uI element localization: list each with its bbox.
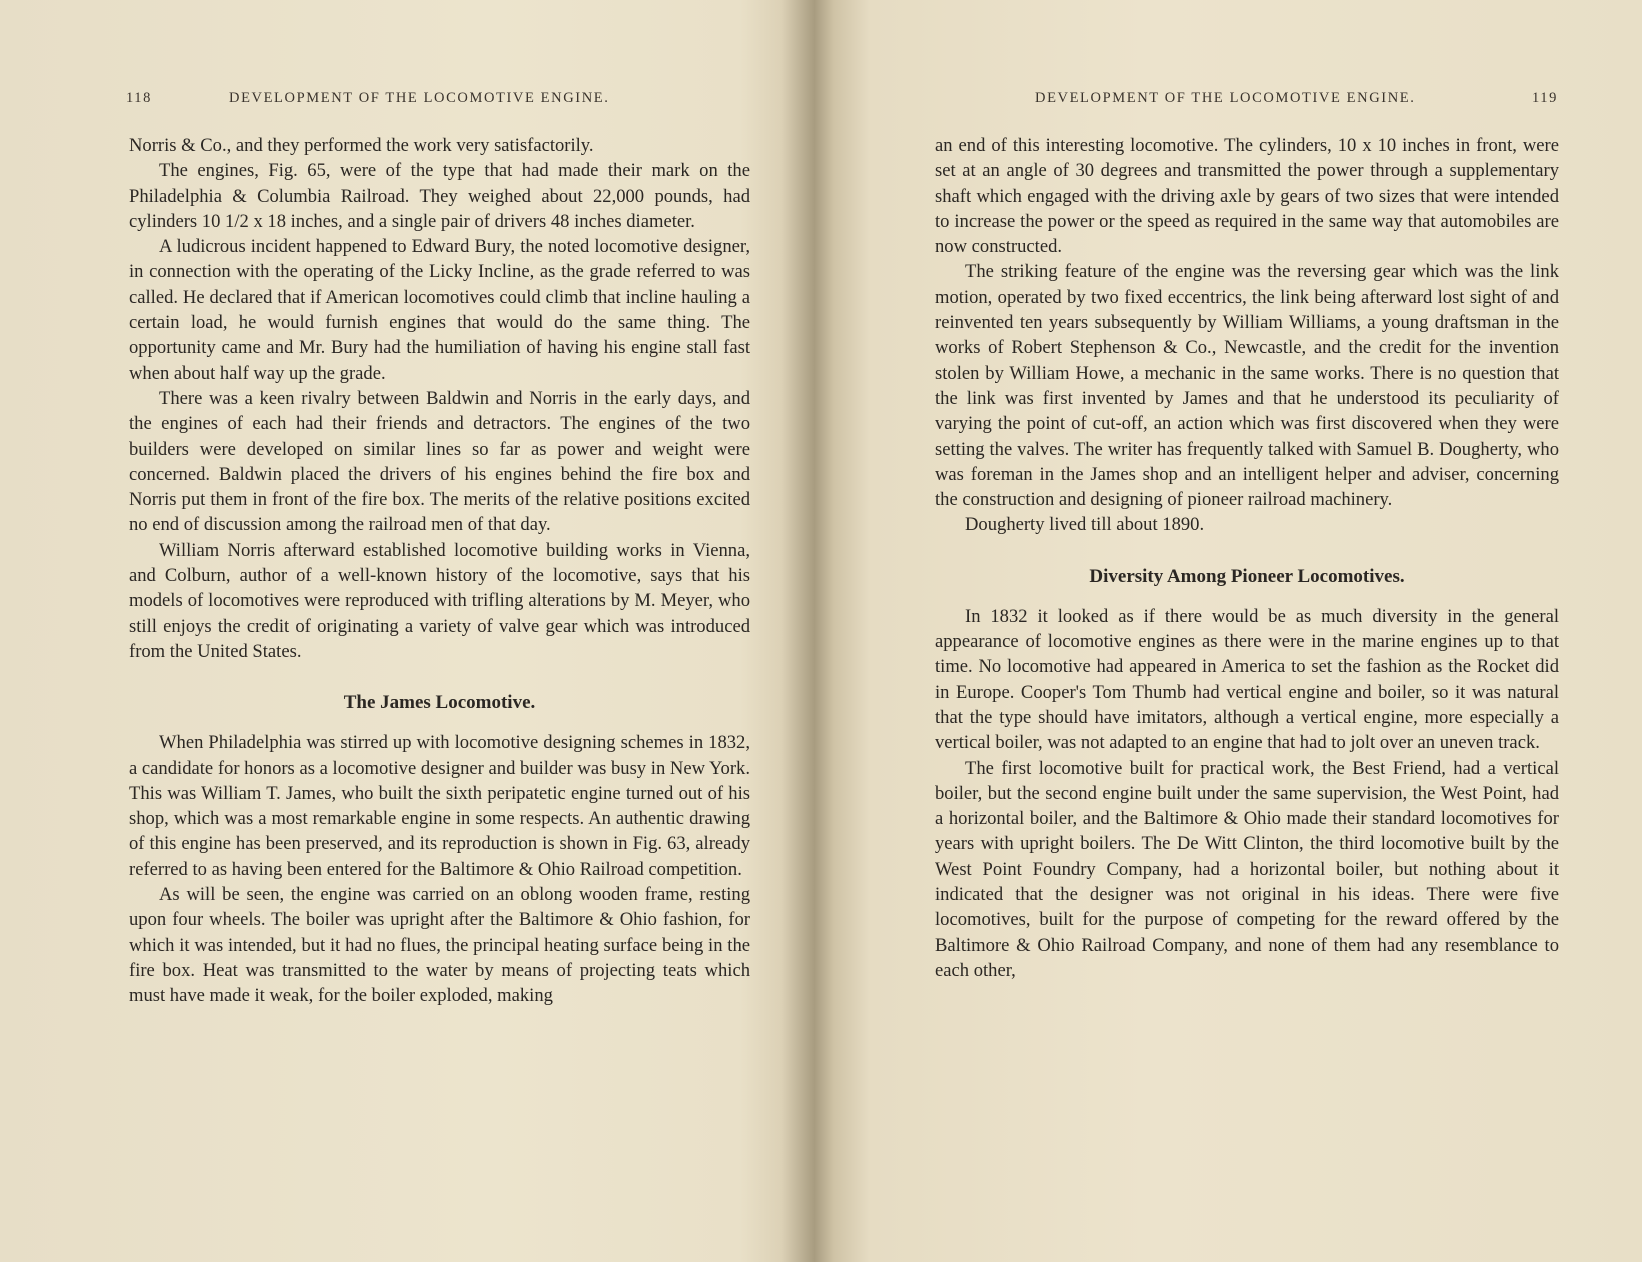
right-page <box>825 0 1642 1262</box>
section-heading: The James Locomotive. <box>343 692 536 714</box>
paragraph: When Philadelphia was stirred up with locomotive designing schemes in 1832, a candidate for honors as a locomotive designer and builder was busy in New York. This was William T. James, who built the sixth peripatetic engine turned out of his shop, which was a most remarkable engine in some respects. An authentic drawing of this engine has been preserved, and its reproduction is shown in Fig. 63, already referred to as having been entered for the Baltimore & Ohio Railroad competition. <box>129 732 750 880</box>
paragraph: Dougherty lived till about 1890. <box>965 514 1205 536</box>
section-heading: Diversity Among Pioneer Locomotives. <box>1089 565 1405 587</box>
paragraph: William Norris afterward established locomotive building works in Vienna, and Colburn, author of a well-known history of the locomotive, says that his models of locomotives were reproduced with trifling alterations by M. Meyer, who still enjoys the credit of originating a variety of valve gear which was introduced from the United States. <box>129 539 750 662</box>
paragraph: A ludicrous incident happened to Edward Bury, the noted locomotive designer, in connection with the operating of the Licky Incline, as the grade referred to was called. He declared that if American locomotives could climb that incline hauling a certain load, he would furnish engines that would do the same thing. The opportunity came and Mr. Bury had the humiliation of having his engine stall fast when about half way up the grade. <box>129 236 750 384</box>
paragraph: As will be seen, the engine was carried on an oblong wooden frame, resting upon four wheels. The boiler was upright after the Baltimore & Ohio fashion, for which it was intended, but it had no flues, the principal heating surface being in the fire box. Heat was transmitted to the water by means of projecting teats which must have made it weak, for the boiler exploded, making <box>129 884 750 1007</box>
paragraph: Norris & Co., and they performed the work very satisfactorily. <box>129 135 594 156</box>
paragraph: The striking feature of the engine was the reversing gear which was the link motion, operated by two fixed eccentrics, the link being afterward lost sight of and reinvented ten years subsequently by William Williams, a young draftsman in the works of Robert Stephenson & Co., Newcastle, and the credit for the invention stolen by William Howe, a mechanic in the same works. There is no question that the link was first invented by James and that he understood its peculiarity of varying the point of cut-off, an action which was first discovered when they were setting the valves. The writer has frequently talked with Samuel B. Dougherty, who was foreman in the James shop and an intelligent helper and adviser, concerning the construction and designing of pioneer railroad machinery. <box>935 261 1559 511</box>
paragraph: The engines, Fig. 65, were of the type that had made their mark on the Philadelphia & Columbia Railroad. They weighed about 22,000 pounds, had cylinders 10 1/2 x 18 inches, and a single pair of drivers 48 inches diameter. <box>129 160 750 232</box>
left-page-number: 118 <box>126 90 153 106</box>
left-page-body <box>129 133 750 1009</box>
paragraph: There was a keen rivalry between Baldwin and Norris in the early days, and the engines of each had their friends and detractors. The engines of the two builders were developed on similar lines so far as power and weight were concerned. Baldwin placed the drivers of his engines behind the fire box and Norris put them in front of the fire box. The merits of the relative positions excited no end of discussion among the railroad men of that day. <box>129 387 750 536</box>
paragraph: In 1832 it looked as if there would be as much diversity in the general appearance of locomotive engines as there were in the marine engines up to that time. No locomotive had appeared in America to set the fashion as the Rocket did in Europe. Cooper's Tom Thumb had vertical engine and boiler, so it was natural that the type should have imitators, although a vertical engine, more especially a vertical boiler, was not adapted to an engine that had to jolt over an uneven track. <box>935 605 1559 754</box>
left-running-head: DEVELOPMENT OF THE LOCOMOTIVE ENGINE. <box>229 90 610 106</box>
paragraph: The first locomotive built for practical work, the Best Friend, had a vertical boiler, but the second engine built under the same supervision, the West Point, had a horizontal boiler, and the Baltimore & Ohio made their standard locomotives for years with upright boilers. The De Witt Clinton, the third locomotive built by the West Point Foundry Company, had a horizontal boiler, but nothing about it indicated that the designer was not original in his ideas. There were five locomotives, built for the purpose of competing for the reward offered by the Baltimore & Ohio Railroad Company, and none of them had any resemblance to each other, <box>935 757 1559 981</box>
left-page <box>0 0 815 1262</box>
paragraph: an end of this interesting locomotive. The cylinders, 10 x 10 inches in front, were set at an angle of 30 degrees and transmitted the power through a supplementary shaft which engaged with the driving axle by gears of two sizes that were intended to increase the power or the speed as required in the same way that automobiles are now constructed. <box>935 135 1559 258</box>
right-running-head: DEVELOPMENT OF THE LOCOMOTIVE ENGINE. <box>1035 90 1416 106</box>
right-page-number: 119 <box>1532 90 1559 106</box>
right-page-body <box>935 133 1559 983</box>
